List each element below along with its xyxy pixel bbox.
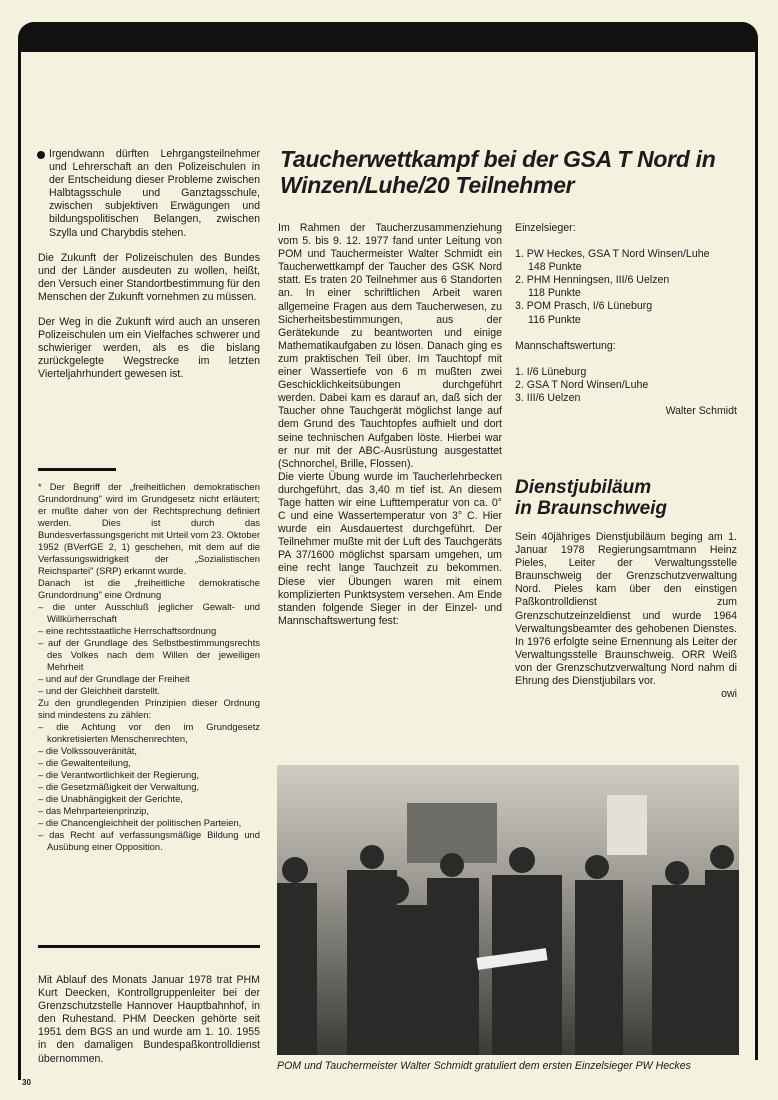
paragraph: Im Rahmen der Taucherzusammenziehung vom 5. bis 9. 12. 1977 fand unter Leitung von POM und Tauchermeister Walter Schmidt ein Taucherwettkampf der Taucher des GSK Nord statt. Es traten 20 Teilnehmer aus 6 Standorten an. In einer schriftlichen Arbeit waren allgemeine Fragen aus dem Taucherwesen, zu Sicherheitsbestimmungen, aus der Gerätekunde zu beantworten und einige Mathematikaufgaben zu lösen. Danach ging es zum praktischen Teil über. Im Tauchtopf mit einer Wassertiefe von 6 m mußten zwei Geschicklichkeitsübungen durchgeführt werden. Dabei kam es darauf an, daß sich der Taucher ohne Tauchgerät möglichst lange auf dem Grund des Tauchtopfes aufhielt und dort seine technischen Aufgaben löste. Hierbei war er nur mit der ABC-Ausrüstung ausgestattet (Schnorchel, Brille, Flossen). — [278, 222, 502, 470]
author: owi — [721, 688, 737, 701]
team-item: 1. I/6 Lüneburg — [515, 365, 587, 378]
definition-item: – eine rechtsstaatliche Herrschaftsordnung — [38, 625, 217, 636]
paragraph: Die vierte Übung wurde im Taucherlehrbecken durchgeführt, das 3,40 m tief ist. An diesem Tage hatten wir eine Lufttemperatur von ca. 0° C und eine Wassertemperatur von 3° C. Hier wurde ein Ausdauertest durchgeführt. Der Teilnehmer mußte mit der Luft des Tauchgeräts PA 37/1600 möglichst sparsam umgehen, um eine recht lange Tauchzeit zu bekommen. Diese vier Übungen waren mit einem komplizierten Punktsystem versehen. Am Ende standen folgende Sieger in der Einzel- und Mannschaftswertung fest: — [278, 470, 502, 627]
winner-points: 116 Punkte — [528, 313, 581, 326]
principle-item: – die Gesetzmäßigkeit der Verwaltung, — [38, 781, 200, 792]
principle-item: – die Unabhängigkeit der Gerichte, — [38, 793, 183, 804]
results — [515, 222, 737, 418]
page-number: 30 — [22, 1078, 31, 1087]
principles-intro: Zu den grundlegenden Prinzipien dieser Ordnung sind mindestens zu zählen: — [38, 697, 260, 720]
paragraph: Der Weg in die Zukunft wird auch an unseren Polizeischulen um ein Vielfaches schwerer und schwieriger werden, als es die bislang zurückgelegte Wegstrecke im letzten Vierteljahrhundert gewesen ist. — [38, 316, 260, 381]
title-line: Dienstjubiläum — [515, 477, 652, 498]
definition-item: – und auf der Grundlage der Freiheit — [38, 673, 190, 684]
definition-item: – auf der Grundlage des Selbstbestimmungsrechts des Volkes nach dem Willen der jeweiligen Mehrheit — [38, 637, 260, 672]
principle-item: – das Mehrparteienprinzip, — [38, 805, 149, 816]
article2 — [515, 477, 737, 701]
paragraph-text: Irgendwann dürften Lehrgangsteilnehmer und Lehrerschaft an den Polizeischulen in der Entscheidung dieser Probleme zwischen Halbtagsschule und Ganztagsschule, zwischen subjektiven Erwägungen und bildungspolitischen Belangen, zwischen Szylla und Charybdis stehen. — [49, 148, 260, 239]
section-rule — [38, 945, 260, 948]
team-heading: Mannschaftswertung: — [515, 339, 616, 352]
principle-item: – das Recht auf verfassungsmäßige Bildung und Ausübung einer Opposition. — [38, 829, 260, 852]
winner-name: 3. POM Prasch, I/6 Lüneburg — [515, 300, 653, 313]
article2-title — [515, 477, 737, 519]
team-item: 2. GSA T Nord Winsen/Luhe — [515, 378, 649, 391]
left-column — [38, 148, 260, 394]
article2-body: Sein 40jähriges Dienstjubiläum beging am 1. Januar 1978 Regierungsamtmann Heinz Pieles, Leiter der Verwaltungsstelle Braunschweig der Grenzschutzverwaltung Nord. Pieles kam über den einstigen Paßkontrolldienst zum Grenzschutzeinzeldienst und wurde 1964 Verwaltungsbeamter des gehobenen Dienstes. In 1976 erfolgte seine Ernennung als Leiter der Verwaltungsstelle Braunschweig. ORR Weiß von der Grenzschutzverwaltung Nord nahm di Ehrung des Dienstjubilars vor. — [515, 531, 737, 688]
individual-heading: Einzelsieger: — [515, 222, 576, 234]
definition-intro: Danach ist die „freiheitliche demokratische Grundordnung" eine Ordnung — [38, 577, 260, 600]
principle-item: – die Gewaltenteilung, — [38, 757, 131, 768]
winner-points: 118 Punkte — [528, 287, 581, 300]
page-frame-right — [755, 40, 758, 1060]
principle-item: – die Volkssouveränität, — [38, 745, 138, 756]
page-header-band — [18, 22, 758, 52]
retirement-note: Mit Ablauf des Monats Januar 1978 trat PHM Kurt Deecken, Kontrollgruppenleiter bei der Grenzschutzstelle Hannover Hauptbahnhof, in den Ruhestand. PHM Deecken gehörte seit 1951 dem BGS an und wurde am 1. 10. 1955 in den damaligen Bundespaßkontrolldienst übernommen. — [38, 974, 260, 1065]
page-frame-left — [18, 40, 21, 1080]
definition-item: – die unter Ausschluß jeglicher Gewalt- und Willkürherrschaft — [38, 601, 260, 624]
principle-item: – die Achtung vor den im Grundgesetz konkretisierten Menschenrechten, — [38, 721, 260, 744]
article-title: Taucherwettkampf bei der GSA T Nord in Winzen/Luhe/20 Teilnehmer — [280, 146, 716, 198]
group-photo — [277, 765, 739, 1055]
winner-name: 1. PW Heckes, GSA T Nord Winsen/Luhe — [515, 248, 710, 261]
principle-item: – die Verantwortlichkeit der Regierung, — [38, 769, 200, 780]
bullet-icon — [37, 151, 45, 159]
intro-paragraph — [38, 148, 260, 240]
winner-name: 2. PHM Henningsen, III/6 Uelzen — [515, 274, 670, 287]
title-line: in Braunschweig — [515, 498, 668, 519]
author: Walter Schmidt — [665, 405, 737, 418]
photo-illustration — [277, 765, 739, 1055]
photo-caption: POM und Tauchermeister Walter Schmidt gratuliert dem ersten Einzelsieger PW Heckes — [277, 1060, 691, 1072]
definition-item: – und der Gleichheit darstellt. — [38, 685, 160, 696]
team-item: 3. III/6 Uelzen — [515, 391, 581, 404]
article-body — [278, 222, 502, 628]
footnote-intro: * Der Begriff der „freiheitlichen demokratischen Grundordnung" wird im Grundgesetz nicht erläutert; er mußte daher von der Rechtsprechung definiert werden. Dies ist durch das Bundesverfassungsgericht mit Urteil vom 23. Oktober 1952 (BVerfGE 2, 1) geschehen, mit dem auf die Verfassungswidrigkeit der „Sozialistischen Reichspartei" (SRP) erkannt wurde. — [38, 481, 260, 576]
paragraph: Die Zukunft der Polizeischulen des Bundes und der Länder ausdeuten zu wollen, heißt, den Versuch einer Standortbestimmung für den Menschen der Zukunft vornehmen zu müssen. — [38, 251, 261, 303]
footnote-rule — [38, 468, 116, 471]
footnote — [38, 481, 260, 853]
principle-item: – die Chancengleichheit der politischen Parteien, — [38, 817, 242, 828]
winner-points: 148 Punkte — [528, 261, 582, 274]
